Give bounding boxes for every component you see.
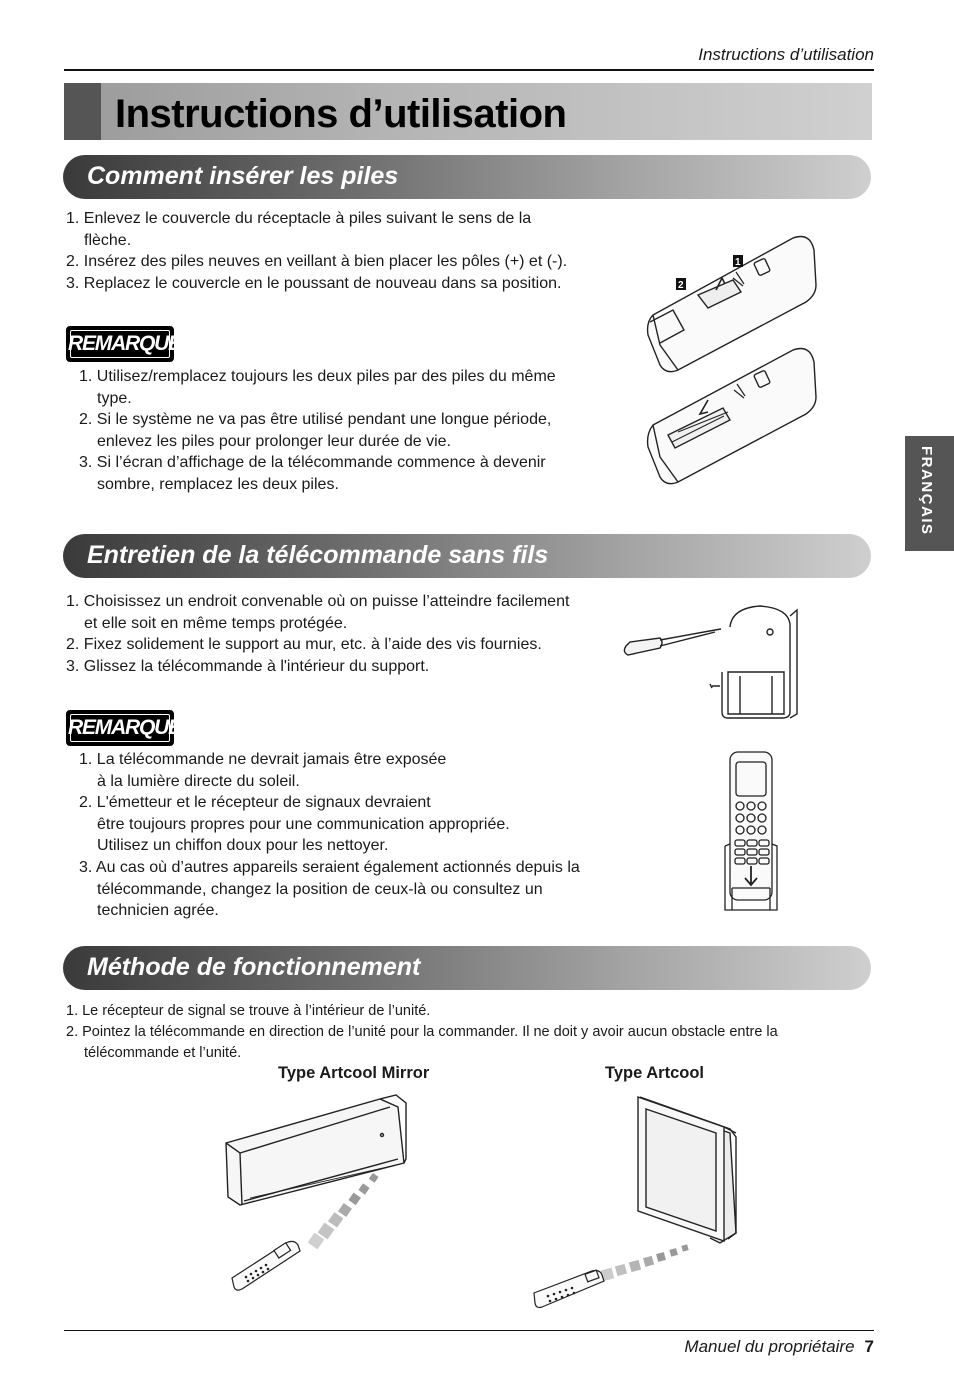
maintenance-notes xyxy=(79,749,639,922)
step-line: 2. Insérez des piles neuves en veillant à bien placer les pôles (+) et (-). xyxy=(66,253,568,271)
section-header-operation xyxy=(63,946,871,990)
note-line: sombre, remplacez les deux piles. xyxy=(97,475,339,493)
battery-notes xyxy=(79,366,619,496)
figure-label-artcool-mirror: Type Artcool Mirror xyxy=(278,1064,430,1082)
section-header-maintenance xyxy=(63,534,871,578)
maintenance-steps xyxy=(66,591,626,677)
header-rule xyxy=(64,69,874,71)
artcool-mirror-illustration xyxy=(220,1093,420,1298)
svg-text:1: 1 xyxy=(735,257,741,268)
note-line: 3. Au cas où d’autres appareils seraient également actionnés depuis la xyxy=(79,858,580,876)
battery-steps xyxy=(66,208,626,294)
section-title: Comment insérer les piles xyxy=(87,162,399,190)
note-line: technicien agrée. xyxy=(97,902,219,920)
section-header-batteries xyxy=(63,155,871,199)
page-number: 7 xyxy=(864,1337,874,1356)
running-header: Instructions d’utilisation xyxy=(698,45,874,64)
note-line: à la lumière directe du soleil. xyxy=(97,772,300,790)
step-line: 2. Pointez la télécommande en direction de l’unité pour la commander. Il ne doit y avoir aucun obstacle entre la xyxy=(66,1024,778,1040)
note-line: 1. La télécommande ne devrait jamais être exposée xyxy=(79,751,447,768)
svg-text:2: 2 xyxy=(678,280,684,291)
remarque-label: REMARQUE xyxy=(68,716,181,739)
operation-steps xyxy=(66,1001,876,1064)
step-line: 1. Le récepteur de signal se trouve à l’intérieur de l’unité. xyxy=(66,1003,431,1019)
remarque-badge xyxy=(66,710,181,746)
step-line: 3. Glissez la télécommande à l'intérieur du support. xyxy=(66,657,430,675)
note-line: télécommande, changez la position de ceux-là ou consultez un xyxy=(97,880,543,898)
remarque-badge xyxy=(66,326,181,362)
step-line: 1. Enlevez le couvercle du réceptacle à piles suivant le sens de la xyxy=(66,210,532,227)
battery-remote-illustration xyxy=(638,230,818,495)
step-line: 2. Fixez solidement le support au mur, etc. à l’aide des vis fournies. xyxy=(66,636,542,654)
page-title-bar xyxy=(64,83,872,140)
note-line: Utilisez un chiffon doux pour les nettoyer. xyxy=(97,837,389,855)
step-line: et elle soit en même temps protégée. xyxy=(84,614,348,632)
note-line: type. xyxy=(97,389,132,407)
language-tab-label: FRANÇAIS xyxy=(918,446,935,536)
remarque-label: REMARQUE xyxy=(68,332,181,355)
remote-in-holder-illustration xyxy=(720,748,782,913)
holder-screwdriver-illustration xyxy=(620,602,810,727)
step-line: télécommande et l’unité. xyxy=(84,1045,242,1061)
step-line: flèche. xyxy=(84,231,132,249)
note-line: 2. L'émetteur et le récepteur de signaux devraient xyxy=(79,794,431,812)
note-line: 2. Si le système ne va pas être utilisé pendant une longue période, xyxy=(79,411,552,429)
page-footer xyxy=(684,1337,874,1357)
note-line: être toujours propres pour une communication appropriée. xyxy=(97,815,510,833)
section-title: Méthode de fonctionnement xyxy=(87,953,421,981)
note-line: 3. Si l’écran d’affichage de la télécommande commence à devenir xyxy=(79,454,546,472)
footer-rule xyxy=(64,1330,874,1331)
step-line: 3. Replacez le couvercle en le poussant de nouveau dans sa position. xyxy=(66,274,562,292)
note-line: 1. Utilisez/remplacez toujours les deux piles par des piles du même xyxy=(79,368,556,385)
artcool-illustration xyxy=(530,1093,745,1313)
step-line: 1. Choisissez un endroit convenable où on puisse l’atteindre facilement xyxy=(66,593,570,610)
figure-label-artcool: Type Artcool xyxy=(605,1064,705,1082)
title-bar-tab xyxy=(64,83,101,140)
footer-text: Manuel du propriétaire xyxy=(684,1337,855,1356)
page-title: Instructions d’utilisation xyxy=(115,92,567,136)
language-tab xyxy=(905,436,954,551)
note-line: enlevez les piles pour prolonger leur durée de vie. xyxy=(97,432,451,450)
section-title: Entretien de la télécommande sans fils xyxy=(87,541,549,569)
